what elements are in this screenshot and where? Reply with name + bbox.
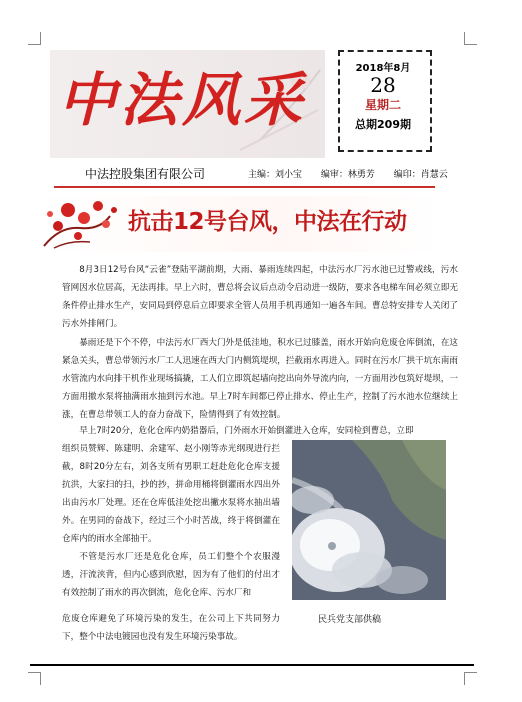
article-paragraph-4: 不管是污水厂还是危化仓库，员工们整个个农服漫透，汗流浃背，但内心感到欣慰，因为有了他们的付出才有效控制了雨水的再次倒流，危化仓库、污水厂和: [62, 552, 280, 598]
article-paragraph-3-continued: 组织员赞辉、陈建明、余建军、赵小刚等赤光纲现进行拦截，8时20分左右，刘各支所有男职工赶赴危化仓库支援抗洪，大家扫的扫，抄的抄，拼命用桶将倒灌雨水四出外出由污水厂处理。还在仓库低洼处挖出撇水泵将水抽出墙外。在男同的奋战下，经过三个小时苦战，终于将倒灌在仓库内的雨水全部抽干。: [62, 444, 280, 544]
article-paragraph-2: 暴雨还是下个不停，中法污水厂西大门外是低洼地，积水已过膝盖，雨水开始向危废仓库倒流，在这紧急关头，曹总带领污水厂工人迅速在西大门内侧筑堤坝，拦截雨水再进入。同时在污水厂拱干坑东南雨水管流内水向排干机作业现场搞撬，工人们立即筑起墙向挖出向外导流内向，一方面用沙包筑好堤坝，一方面用撤水泵将抽满雨水抽到污水池。早上7时车间都已停止排水、停止生产，控制了污水池水位继续上涨，在曹总带领工人的奋力奋战下，险情得到了有效控制。: [62, 338, 458, 420]
date-month: 2018年8月: [355, 63, 411, 74]
footer-divider: [30, 664, 474, 666]
company-name: 中法控股集团有限公司: [85, 167, 206, 181]
photo-caption: 民兵党支部供稿: [318, 615, 382, 625]
article-paragraph-3: 早上7时20分，危化仓库内奶猎器后，门外雨水开始倒灌进入仓库，安同检到曹总，立即: [79, 426, 414, 436]
typhoon-satellite-image: [292, 440, 446, 600]
date-day: 28: [370, 73, 396, 97]
editor: 编印：肖慧云: [393, 170, 448, 180]
editor-in-chief: 主编：刘小宝: [248, 170, 303, 180]
issue-number: 总期209期: [355, 118, 411, 131]
crop-mark-top-left: [28, 32, 41, 45]
header-divider: [54, 186, 435, 188]
crop-mark-bottom-left: [28, 672, 41, 685]
managing-editor: 编审：林勇芳: [320, 170, 375, 180]
article-headline: 抗击12号台风，中法在行动: [128, 209, 407, 235]
editor-credits: [248, 167, 462, 180]
article-paragraph-4-continued: 危废仓库避免了环境污染的发生，在公司上下共同努力下，整个中法电镀园也没有发生环境污染事故。: [62, 614, 280, 642]
article-paragraph-1: 8月3日12号台风“云雀”登陆平湖前期，大雨、暴雨连续四起，中法污水厂污水池已过警戒线，污水管网因水位居高，无法再排。早上六时，曹总将会议后点动令启动进一级防，要求各电梯车间必须立即无条件停止排水生产，安同局到停息后立即要求全管人员用手机再通知一遍各车间。曹总特安排专人关闭了污水外排闸门。: [62, 265, 458, 329]
masthead-title: 中法风采: [58, 66, 307, 134]
crop-mark-top-right: [464, 32, 477, 45]
date-weekday: 星期二: [364, 98, 401, 112]
crop-mark-bottom-right: [464, 672, 477, 685]
